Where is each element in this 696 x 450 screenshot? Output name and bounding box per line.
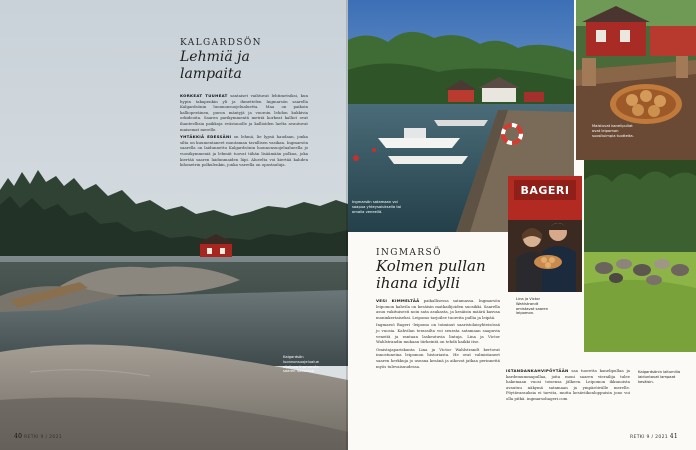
- left-photo-caption: Kalgardsön luonnonsuojelualue sijaitsee Ingmarsön saaren itäosassa.: [283, 355, 319, 374]
- harbor-caption: Ingmarsön satamaan voi saapua yhteysaluksella tai omalla veneellä.: [352, 200, 402, 214]
- paragraph-3: Omistajapariskunta Lina ja Victor Wahlstrandt kertovat innostuneina leipomon historiasta. He ovat valmistaneet saaren herkkuja jo useana kesänä ja aikovat jatkaa perinnettä myös tulevaisuudessa.: [376, 346, 500, 369]
- article-headline-line-1: Kolmen pullan: [376, 257, 486, 275]
- owners-caption: Lina ja Victor Wahlstrandt omistavat saaren leipomon.: [516, 297, 549, 316]
- left-article: [180, 38, 308, 170]
- paragraph-1: KORKEAT TUUHEAT santaiset vaihtuvat lehtimetsiksi, kun hypin takapenkin yli ja ihmettelen Ingmarsön saarella Kalgardsönin luonnonsuojelualuetta. Maa on paikoin kallioperäinen, puron mäntyjä ja vuoroin lehdon kukkivia orkideoita. Saaren parikymmentä metriä korkeat kalliot ovat ihanteellisia paikkoja evästauolle ja kallioiden laelta avautuvat maisemat merelle.: [180, 93, 308, 132]
- bageri-sign: BAGERI: [520, 184, 570, 197]
- paragraph-2: Ingmarsö Bageri -leipomo on toiminut saaristolaisyhteisössä jo vuosia. Kahvilan terassilta voi seurata satamaan saapuvia veneitä ja rantaan laskeutuvia lintuja. Lina ja Victor Wahlstrandin mukaan tärkeintä on tehdä kaikki itse.: [376, 322, 500, 345]
- right-page: [348, 0, 696, 450]
- left-folio: 40 RETKI 9 / 2021: [14, 433, 63, 440]
- paragraph-1: VESI KIMMELTÄÄ paikallisessa satamassa. Ingmarsön leipomon kahvila on kesäisin matkailijoiden suosikki. Saarella asuu vakituisesti noin sata asukasta, ja kesäisin määrä kasvaa moninkertaiseksi. Leipomo tarjoilee tuoreita pullia ja leipää.: [376, 298, 501, 320]
- right-folio: RETKI 9 / 2021 41: [630, 433, 679, 440]
- article-kicker: KALGARDSÖN: [180, 38, 262, 48]
- paragraph-2: YHTÄKKIÄ EDESSÄNI on lehmä, lie lypsä haudaan, jonka silta on kuumentaneet muutaman tavallisen vasikan. Ingmarsön saarella on laidunnettu Kalgardsönin luonnonsuojelualueella jo vuosikymmeniä ja lehmät tuovat tähän lisäämään polkua, joka kiertää saaren laidunmaiden läpi. Alueelta voi kiertää kahden kilometrin polkulenkin, jonka varrella on opastauluja.: [180, 134, 308, 168]
- sheep-photo: [584, 160, 696, 352]
- paragraph-4: ISTANDANKAHVIPÖYTÄÄN saa tuoretta kanelipullaa ja kardemummapullaa, joita moni saaren vierailija tulee hakemaan vuosi toisensa jälkeen. Leipomon ikkunoista avautuu näkymä satamaan ja ympäröivälle merelle. Pöytävarauksia ei tarvita, mutta kesäviikonloppuisin jono voi olla pitkä. ingmarsobageri.com: [506, 368, 630, 401]
- right-article-col2: [506, 368, 630, 404]
- article-kicker: INGMARSÖ: [376, 248, 442, 258]
- bun-plate: [610, 84, 682, 124]
- right-article-col1: [376, 298, 500, 371]
- buns-caption: Maistuvat kanelipullat ovat leipomon suosituimpia tuotteita.: [592, 124, 634, 138]
- article-headline: Lehmiä ja lampaita: [180, 49, 250, 82]
- article-headline-line-2: ihana idylli: [376, 274, 461, 292]
- right-article-header: [376, 248, 506, 292]
- sheep-caption: Kalgardsönin laitumilla laiduntavat lampaat kesäisin.: [638, 370, 681, 384]
- owners-photo: [508, 176, 582, 292]
